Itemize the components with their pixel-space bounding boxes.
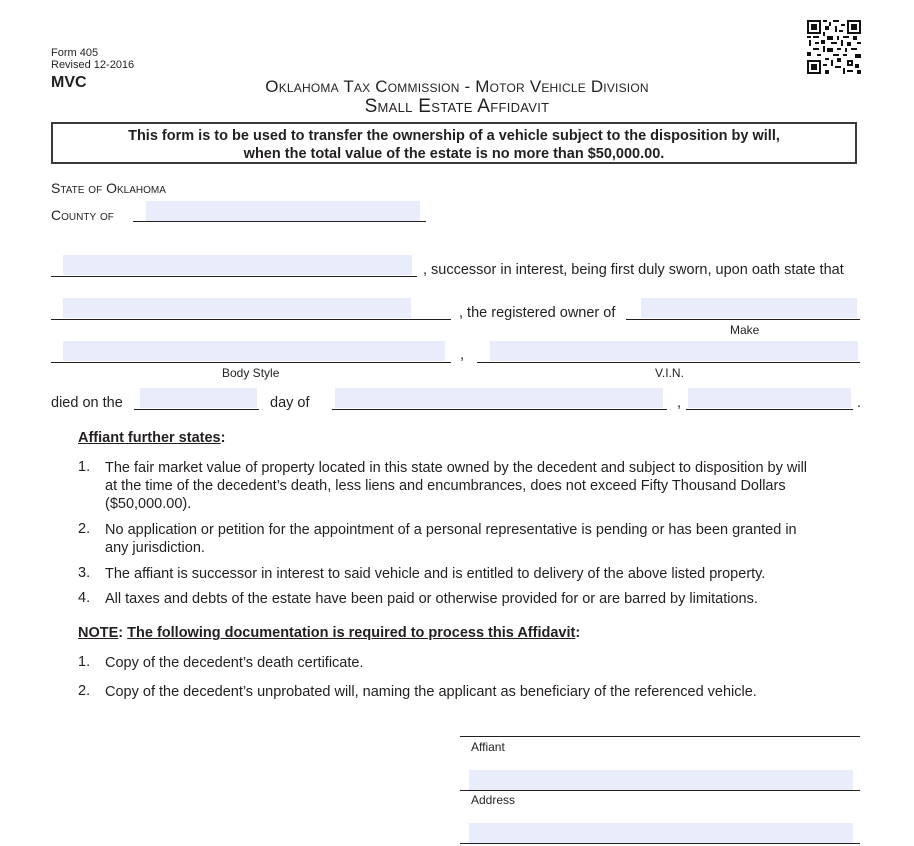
usage-notice-box xyxy=(51,122,857,164)
day-of-label: day of xyxy=(270,395,310,411)
successor-statement: , successor in interest, being first duly sworn, upon oath state that xyxy=(423,262,844,278)
list-item: Copy of the decedent’s unprobated will, naming the applicant as beneficiary of the referenced vehicle. xyxy=(105,684,757,700)
affiant-caption: Affiant xyxy=(471,740,505,754)
period: . xyxy=(857,395,862,411)
address-caption: Address xyxy=(471,793,516,807)
heading-colon: : xyxy=(220,430,226,446)
note-heading xyxy=(78,625,580,641)
county-label: County of xyxy=(51,207,114,223)
form-number: Form 405 xyxy=(51,47,99,59)
death-year-field[interactable] xyxy=(688,388,851,408)
document-title: Small Estate Affidavit xyxy=(364,96,550,117)
death-month-field[interactable] xyxy=(335,388,663,408)
address-field[interactable] xyxy=(469,770,853,790)
address-line-2-field[interactable] xyxy=(469,823,853,843)
note-heading-text: The following documentation is required to process this Affidavit xyxy=(127,625,576,641)
vin-field[interactable] xyxy=(490,341,858,361)
affiant-states-heading-text: Affiant further states xyxy=(78,430,221,446)
notice-line-1: This form is to be used to transfer the ownership of a vehicle subject to the disposition by will, xyxy=(128,128,780,144)
list-item: Copy of the decedent’s death certificate. xyxy=(105,655,364,671)
notice-line-2: when the total value of the estate is no more than $50,000.00. xyxy=(243,146,665,162)
qr-code-icon xyxy=(807,20,861,74)
body-style-caption: Body Style xyxy=(222,366,280,380)
county-field[interactable] xyxy=(146,201,420,221)
registered-owner-field[interactable] xyxy=(63,298,411,318)
list-item: No application or petition for the appointment of a personal representative is pending or has been granted in any jurisdiction. xyxy=(105,522,797,556)
form-code: MVC xyxy=(51,74,87,91)
death-day-field[interactable] xyxy=(140,388,257,408)
died-on-label: died on the xyxy=(51,395,123,411)
list-item-number: 4. xyxy=(78,590,91,606)
list-item-number: 2. xyxy=(78,683,91,699)
make-field[interactable] xyxy=(641,298,857,318)
make-caption: Make xyxy=(730,323,760,337)
registered-owner-statement: , the registered owner of xyxy=(459,305,616,321)
body-style-field[interactable] xyxy=(63,341,445,361)
note-label: NOTE xyxy=(78,625,119,641)
affiant-states-heading xyxy=(78,430,225,446)
list-item-number: 1. xyxy=(78,459,91,475)
successor-name-field[interactable] xyxy=(63,255,412,275)
list-item: The affiant is successor in interest to said vehicle and is entitled to delivery of the above listed property. xyxy=(105,566,766,582)
comma-separator: , xyxy=(460,347,465,363)
state-label: State of Oklahoma xyxy=(51,180,166,196)
note-colon-1: : xyxy=(118,625,128,641)
revised-date: Revised 12-2016 xyxy=(51,59,135,71)
agency-title: Oklahoma Tax Commission - Motor Vehicle Division xyxy=(265,77,649,96)
list-item-number: 1. xyxy=(78,654,91,670)
note-colon-2: : xyxy=(575,625,581,641)
vin-caption: V.I.N. xyxy=(655,366,684,380)
list-item: The fair market value of property located in this state owned by the decedent and subject to disposition by will at the time of the decedent’s death, less liens and encumbrances, does not exceed Fifty Thousand Dollars ($50,000.00). xyxy=(105,460,808,512)
list-item-number: 2. xyxy=(78,521,91,537)
comma-separator-2: , xyxy=(677,395,682,411)
list-item-number: 3. xyxy=(78,565,91,581)
list-item: All taxes and debts of the estate have been paid or otherwise provided for or are barred by limitations. xyxy=(105,591,758,607)
